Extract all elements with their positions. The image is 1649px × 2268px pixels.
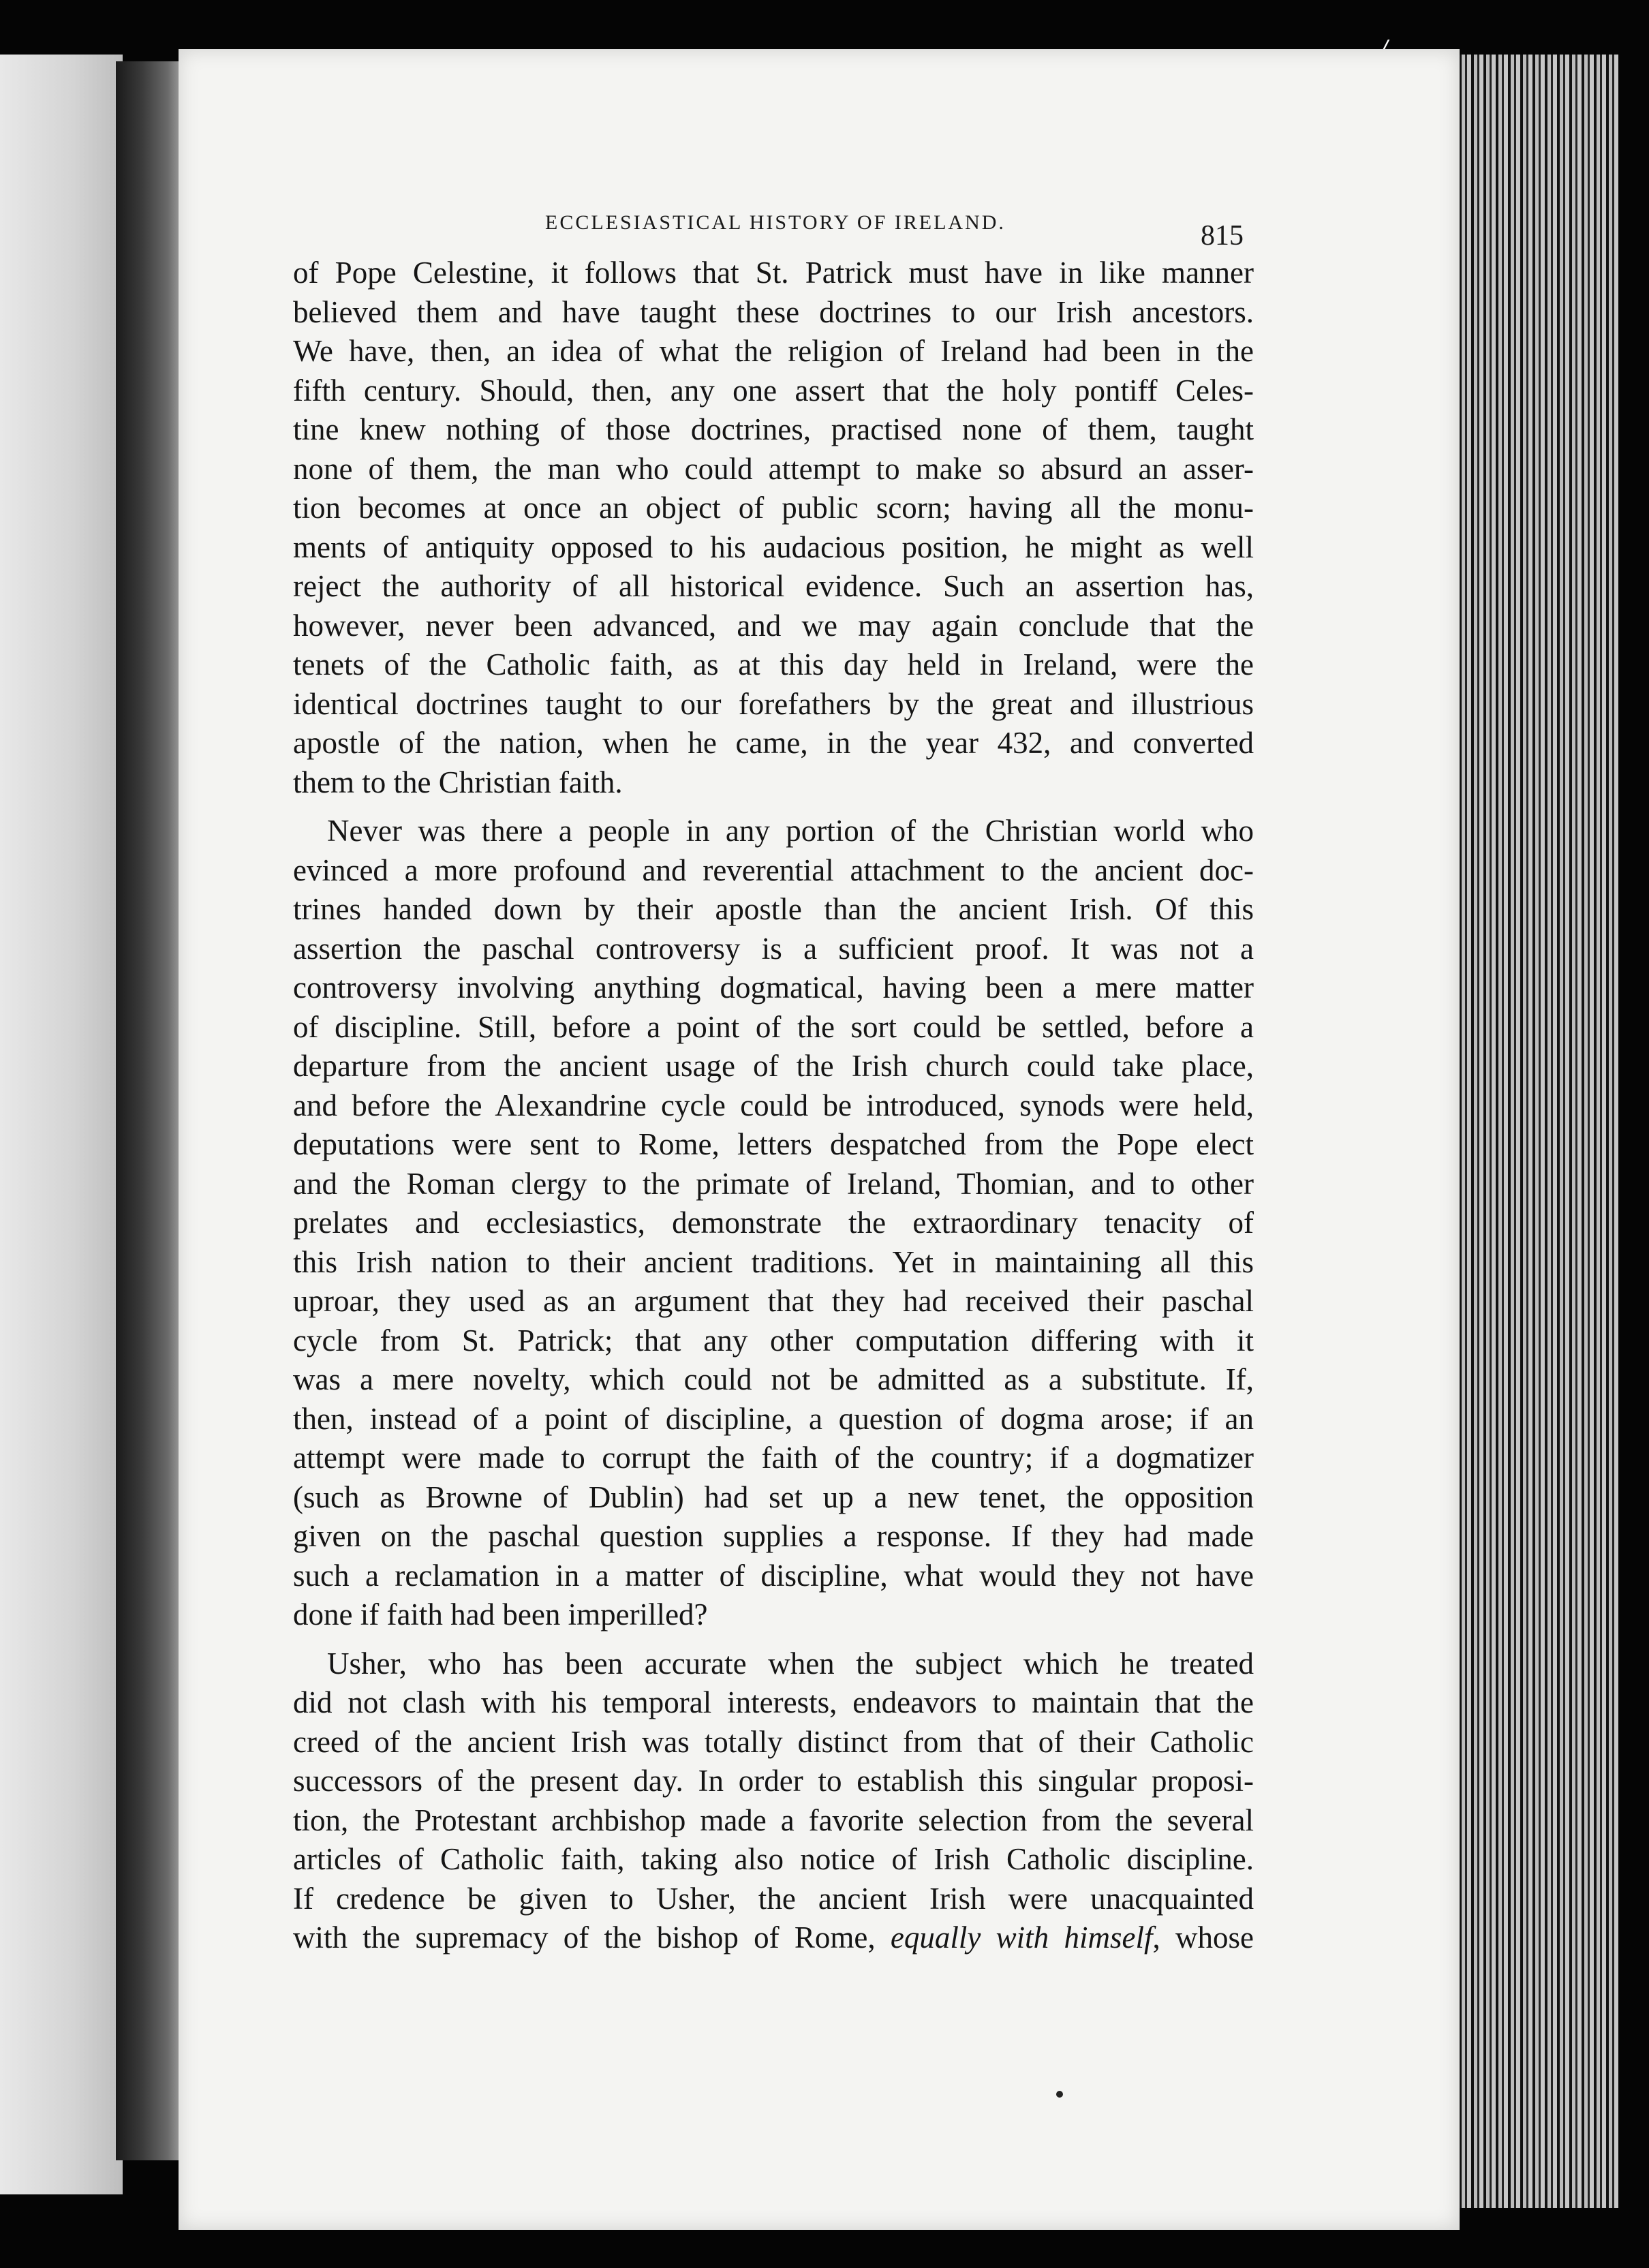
final-line-text: with the supremacy of the bishop of Rome, — [293, 1920, 891, 1955]
text-line: uproar, they used as an argument that they had received their paschal — [293, 1284, 1254, 1318]
text-line: deputations were sent to Rome, letters despatched from the Pope elect — [293, 1127, 1254, 1161]
text-line: articles of Catholic faith, taking also notice of Irish Catholic discipline. — [293, 1842, 1254, 1876]
text-line: of Pope Celestine, it follows that St. Patrick must have in like manner — [293, 256, 1254, 290]
text-line: given on the paschal question supplies a response. If they had made — [293, 1519, 1254, 1553]
text-line: If credence be given to Usher, the ancient Irish were unacquainted — [293, 1881, 1254, 1916]
text-line: ments of antiquity opposed to his audacious position, he might as well — [293, 530, 1254, 564]
text-line: attempt were made to corrupt the faith of the country; if a dogmatizer — [293, 1441, 1254, 1475]
text-line: this Irish nation to their ancient traditions. Yet in maintaining all this — [293, 1244, 1254, 1279]
text-line: tenets of the Catholic faith, as at this day held in Ireland, were the — [293, 647, 1254, 681]
text-line: apostle of the nation, when he came, in the year 432, and converted — [293, 726, 1254, 760]
text-line: tion becomes at once an object of public scorn; having all the monu- — [293, 491, 1254, 525]
text-line: and the Roman clergy to the primate of Ireland, Thomian, and to other — [293, 1166, 1254, 1201]
text-line: them to the Christian faith. — [293, 765, 623, 799]
text-line: none of them, the man who could attempt to make so absurd an asser- — [293, 451, 1254, 486]
text-line: departure from the ancient usage of the Irish church could take place, — [293, 1049, 1254, 1083]
paragraph-2 — [293, 812, 1254, 1635]
text-line: done if faith had been imperilled? — [293, 1597, 708, 1631]
text-line-final — [293, 1918, 1254, 1958]
text-line: however, never been advanced, and we may again conclude that the — [293, 608, 1254, 643]
text-line: fifth century. Should, then, any one assert that the holy pontiff Celes- — [293, 373, 1254, 408]
text-line: and before the Alexandrine cycle could be introduced, synods were held, — [293, 1088, 1254, 1122]
text-line: was a mere novelty, which could not be admitted as a substitute. If, — [293, 1362, 1254, 1396]
text-line: of discipline. Still, before a point of the sort could be settled, before a — [293, 1009, 1254, 1044]
facing-page-edge — [0, 55, 123, 2194]
text-line: identical doctrines taught to our forefathers by the great and illustrious — [293, 686, 1254, 721]
text-line: successors of the present day. In order to establish this singular proposi- — [293, 1764, 1254, 1798]
text-line: prelates and ecclesiastics, demonstrate the extraordinary tenacity of — [293, 1206, 1254, 1240]
text-line: cycle from St. Patrick; that any other computation differing with it — [293, 1323, 1254, 1358]
text-line: controversy involving anything dogmatical, having been a mere matter — [293, 970, 1254, 1005]
text-line: assertion the paschal controversy is a sufficient proof. It was not a — [293, 931, 1254, 966]
page-speck — [1056, 2091, 1063, 2098]
text-line: trines handed down by their apostle than the ancient Irish. Of this — [293, 892, 1254, 926]
text-line: Never was there a people in any portion of the Christian world who — [327, 814, 1254, 848]
body-text — [293, 254, 1254, 1958]
text-line: Usher, who has been accurate when the subject which he treated — [327, 1646, 1254, 1681]
running-head: ECCLESIASTICAL HISTORY OF IRELAND. — [545, 211, 1006, 234]
italic-emphasis: equally with himself — [890, 1920, 1153, 1955]
text-line: (such as Browne of Dublin) had set up a new tenet, the opposition — [293, 1480, 1254, 1514]
book-gutter — [116, 61, 181, 2160]
text-line: then, instead of a point of discipline, a question of dogma arose; if an — [293, 1401, 1254, 1436]
text-line: We have, then, an idea of what the religion of Ireland had been in the — [293, 334, 1254, 368]
final-line-tail: , whose — [1152, 1920, 1254, 1955]
paragraph-3 — [293, 1644, 1254, 1958]
text-line: did not clash with his temporal interests, endeavors to maintain that the — [293, 1685, 1254, 1719]
text-line: such a reclamation in a matter of discipline, what would they not have — [293, 1558, 1254, 1593]
paragraph-1 — [293, 254, 1254, 802]
page-edges — [1455, 55, 1618, 2208]
page-number: 815 — [1201, 220, 1244, 251]
text-line: believed them and have taught these doctrines to our Irish ancestors. — [293, 294, 1254, 329]
text-line: tine knew nothing of those doctrines, practised none of them, taught — [293, 412, 1254, 446]
text-line: creed of the ancient Irish was totally distinct from that of their Catholic — [293, 1724, 1254, 1759]
text-line: reject the authority of all historical evidence. Such an assertion has, — [293, 569, 1254, 603]
text-line: tion, the Protestant archbishop made a favorite selection from the several — [293, 1803, 1254, 1837]
text-line: evinced a more profound and reverential attachment to the ancient doc- — [293, 853, 1254, 887]
